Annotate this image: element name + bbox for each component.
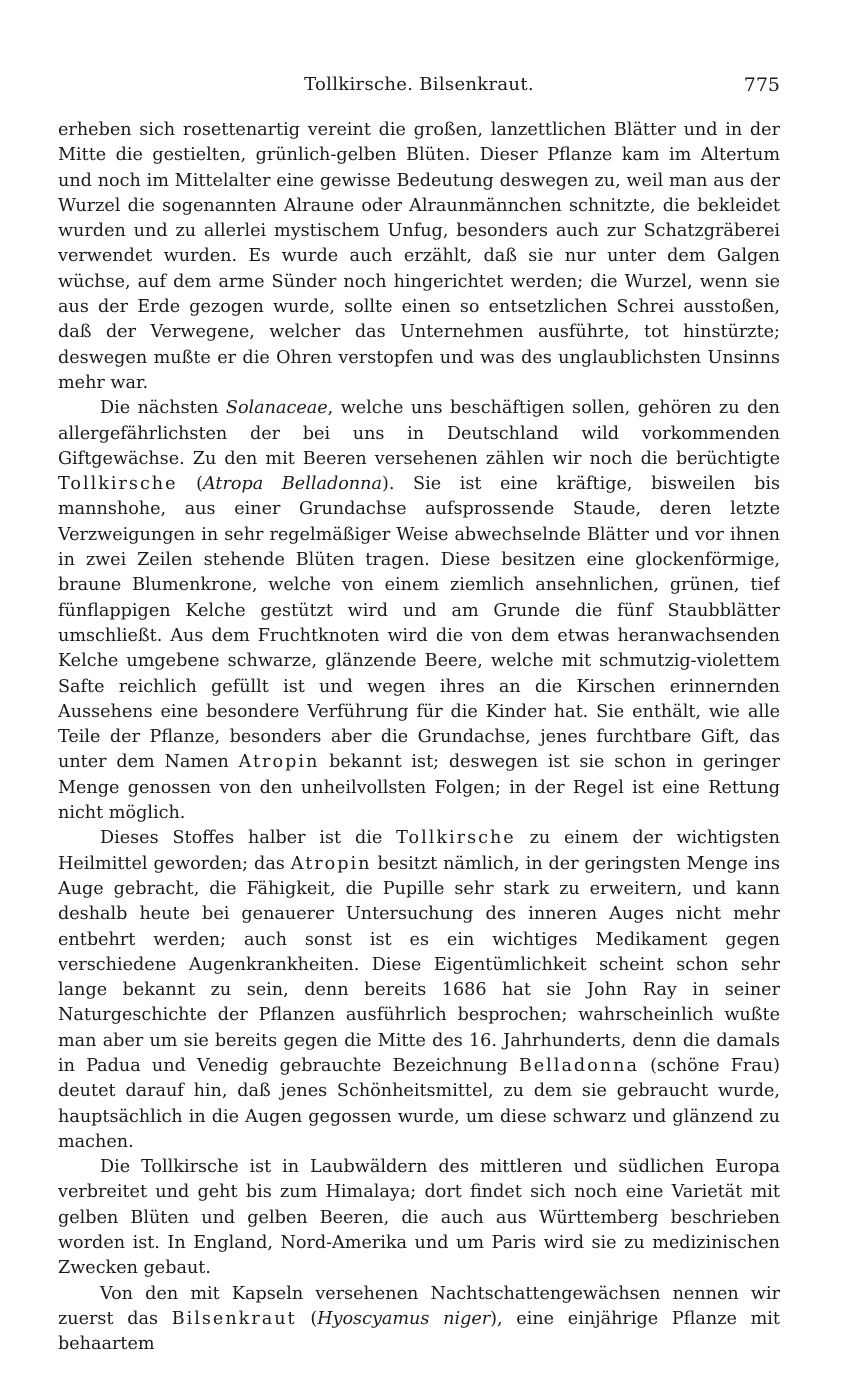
emphasized-term: Bilsenkraut (171, 1308, 297, 1329)
running-title: Tollkirsche. Bilsenkraut. (304, 74, 534, 95)
text-run: ( (177, 474, 204, 495)
text-run: bekannt ist; deswegen ist sie schon in geringer Menge genossen von den unheilvollsten Folgen; in der Regel ist eine Rettung nicht möglich. (58, 752, 780, 824)
book-page (58, 70, 780, 1370)
text-run: Von den mit Kapseln versehenen Nachtschattengewächsen nennen wir zuerst das (58, 1283, 780, 1329)
text-run: zu einem der wichtigsten Heilmittel geworden; das (58, 828, 780, 874)
paragraph (58, 1155, 780, 1281)
paragraph (58, 1282, 780, 1358)
paragraph (58, 826, 780, 1155)
body-text (58, 118, 780, 1358)
text-run: ), eine einjährige Pflanze mit behaartem (58, 1308, 780, 1355)
text-run: Die nächsten (100, 398, 226, 419)
latin-name: Hyoscyamus niger (317, 1308, 491, 1329)
text-run: besitzt nämlich, in der geringsten Menge ins Auge gebracht, die Fähigkeit, die Pupille sehr stark zu erweitern, und kann deshalb heute bei genauerer Untersuchung des inneren Auges nicht mehr entbehrt werden; auch sonst ist es ein wichtiges Medikament gegen verschiedene Augenkrankheiten. Diese Eigentümlichkeit scheint schon sehr lange bekannt zu sein, denn bereits 1686 hat sie John Ray in seiner Naturgeschichte der Pflanzen ausführlich besprochen; wahrscheinlich wußte man aber um sie bereits gegen die Mitte des 16. Jahrhunderts, denn die damals in Padua und Venedig gebrauchte Bezeichnung (58, 853, 780, 1076)
latin-name: Atropa Belladonna (203, 474, 382, 495)
emphasized-term: Belladonna (518, 1055, 639, 1076)
emphasized-term: Tollkirsche (396, 828, 516, 849)
page-number: 775 (743, 74, 780, 96)
emphasized-term: Atropin (290, 853, 372, 874)
page-header (58, 70, 780, 110)
text-run: ( (296, 1308, 318, 1329)
text-run: , welche uns beschäftigen sollen, gehören zu den allergefährlichsten der bei uns in Deutschland wild vorkommenden Giftgewächse. Zu den mit Beeren versehenen zählen wir noch die berüchtigte (58, 398, 780, 469)
paragraph (58, 118, 780, 396)
text-run: ). Sie ist eine kräftige, bisweilen bis mannshohe, aus einer Grundachse aufsprossende Staude, deren letzte Verzweigungen in sehr regelmäßiger Weise abwechselnde Blätter und vor ihnen in zwei Zeilen stehende Blüten tragen. Diese besitzen eine glockenförmige, braune Blumenkrone, welche von einem ziemlich ansehnlichen, grünen, tief fünflappigen Kelche gestützt wird und am Grunde die fünf Staubblätter umschließt. Aus dem Fruchtknoten wird die von dem etwas heranwachsenden Kelche umgebene schwarze, glänzende Beere, welche mit schmutzig-violettem Safte reichlich gefüllt ist und wegen ihres an die Kirschen erinnernden Aussehens eine besondere Verführung für die Kinder hat. Sie enthält, wie alle Teile der Pflanze, besonders aber die Grundachse, jenes furchtbare Gift, das unter dem Namen (58, 474, 780, 773)
text-run: (schöne Frau) deutet darauf hin, daß jenes Schönheitsmittel, zu dem sie gebraucht wurde, hauptsächlich in die Augen gegossen wurde, um diese schwarz und glänzend zu machen. (58, 1055, 780, 1152)
emphasized-term: Atropin (238, 752, 320, 773)
text-run: erheben sich rosettenartig vereint die großen, lanzettlichen Blätter und in der Mitte die gestielten, grünlich-gelben Blüten. Dieser Pflanze kam im Altertum und noch im Mittelalter eine gewisse Bedeutung deswegen zu, weil man aus der Wurzel die sogenannten Alraune oder Alraunmännchen schnitzte, die bekleidet wurden und zu allerlei mystischem Unfug, besonders auch zur Schatzgräberei verwendet wurden. Es wurde auch erzählt, daß sie nur unter dem Galgen wüchse, auf dem arme Sünder noch hingerichtet werden; die Wurzel, wenn sie aus der Erde gezogen wurde, sollte einen so entsetzlichen Schrei ausstoßen, daß der Verwegene, welcher das Unternehmen ausführte, tot hinstürzte; deswegen mußte er die Ohren verstopfen und was des unglaublichsten Unsinns mehr war. (58, 120, 780, 393)
text-run: Dieses Stoffes halber ist die (100, 828, 397, 849)
latin-name: Solanaceae (225, 398, 328, 419)
text-run: Die Tollkirsche ist in Laubwäldern des mittleren und südlichen Europa verbreitet und geht bis zum Himalaya; dort findet sich noch eine Varietät mit gelben Blüten und gelben Beeren, die auch aus Württemberg beschrieben worden ist. In England, Nord-Amerika und um Paris wird sie zu medizinischen Zwecken gebaut. (58, 1157, 780, 1279)
emphasized-term: Tollkirsche (58, 474, 178, 495)
paragraph (58, 396, 780, 826)
